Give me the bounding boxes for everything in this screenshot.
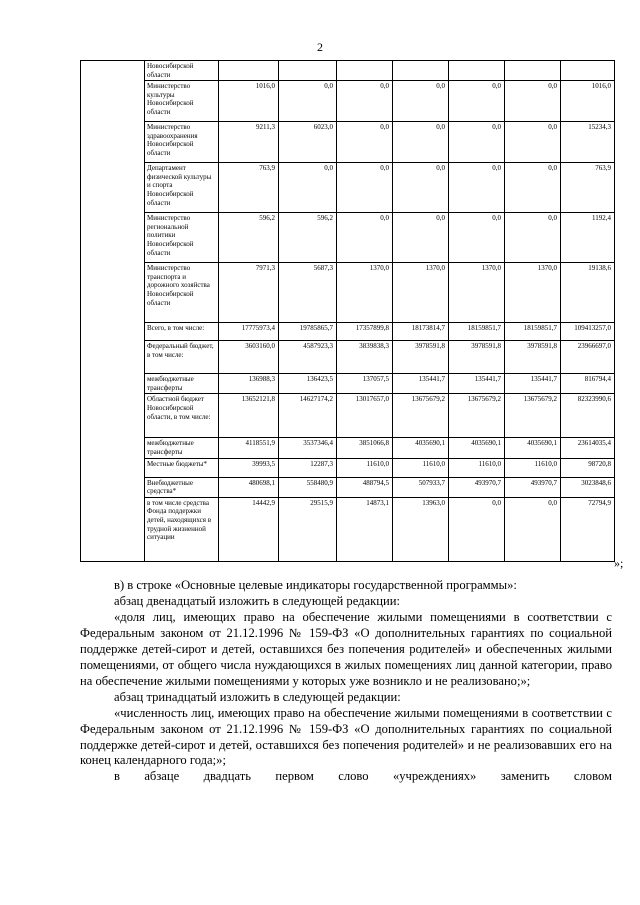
value-cell: 135441,7 — [393, 374, 449, 394]
value-cell: 3978591,8 — [505, 341, 561, 374]
value-cell: 14627174,2 — [279, 394, 337, 438]
value-cell: 15234,3 — [561, 122, 615, 163]
value-cell: 0,0 — [393, 122, 449, 163]
value-cell: 18159851,7 — [505, 323, 561, 341]
value-cell: 72794,9 — [561, 497, 615, 561]
value-cell: 1370,0 — [449, 263, 505, 323]
value-cell: 1370,0 — [337, 263, 393, 323]
value-cell: 0,0 — [505, 81, 561, 122]
value-cell — [337, 61, 393, 81]
value-cell: 13675679,2 — [505, 394, 561, 438]
value-cell: 11610,0 — [505, 458, 561, 477]
table-row — [81, 213, 615, 263]
value-cell: 763,9 — [561, 163, 615, 213]
row-label: межбюджетные трансферты — [145, 374, 219, 394]
value-cell: 13675679,2 — [393, 394, 449, 438]
value-cell: 136988,3 — [219, 374, 279, 394]
value-cell: 19785865,7 — [279, 323, 337, 341]
table-row — [81, 81, 615, 122]
value-cell: 0,0 — [449, 497, 505, 561]
value-cell: 0,0 — [337, 122, 393, 163]
value-cell: 29515,9 — [279, 497, 337, 561]
value-cell: 0,0 — [337, 81, 393, 122]
row-label: Новосибирской области — [145, 61, 219, 81]
value-cell: 13652121,8 — [219, 394, 279, 438]
value-cell: 1016,0 — [219, 81, 279, 122]
value-cell: 23966697,0 — [561, 341, 615, 374]
table-row — [81, 477, 615, 497]
value-cell: 14873,1 — [337, 497, 393, 561]
row-label: в том числе средства Фонда поддержки детей, находящихся в трудной жизненной ситуации — [145, 497, 219, 561]
paragraph-5: «численность лиц, имеющих право на обеспечение жилыми помещениями в соответствии с Федеральным законом от 21.12.1996 № 159-ФЗ «О дополнительных гарантиях по социальной поддержке детей-сирот и детей, оставшихся без попечения родителей» и не реализовавших его на конец календарного года;»; — [80, 705, 612, 768]
value-cell: 0,0 — [337, 163, 393, 213]
value-cell: 0,0 — [449, 213, 505, 263]
value-cell: 3023848,6 — [561, 477, 615, 497]
value-cell: 493970,7 — [505, 477, 561, 497]
value-cell: 4118551,9 — [219, 438, 279, 458]
row-label: Департамент физической культуры и спорта Новосибирской области — [145, 163, 219, 213]
value-cell: 13017657,0 — [337, 394, 393, 438]
value-cell: 0,0 — [279, 163, 337, 213]
value-cell — [219, 61, 279, 81]
row-label: Федеральный бюджет, в том числе: — [145, 341, 219, 374]
value-cell: 11610,0 — [449, 458, 505, 477]
value-cell: 0,0 — [393, 81, 449, 122]
value-cell: 0,0 — [279, 81, 337, 122]
row-label: Всего, в том числе: — [145, 323, 219, 341]
table-row — [81, 458, 615, 477]
value-cell — [279, 61, 337, 81]
row-label: Министерство здравоохранения Новосибирской области — [145, 122, 219, 163]
table-row — [81, 341, 615, 374]
value-cell: 3537346,4 — [279, 438, 337, 458]
value-cell: 1370,0 — [393, 263, 449, 323]
table-row — [81, 163, 615, 213]
paragraph-4: абзац тринадцатый изложить в следующей редакции: — [114, 689, 401, 704]
value-cell: 3839838,3 — [337, 341, 393, 374]
value-cell: 3603160,0 — [219, 341, 279, 374]
row-label: Министерство транспорта и дорожного хозяйства Новосибирской области — [145, 263, 219, 323]
row-label: межбюджетные трансферты — [145, 438, 219, 458]
value-cell: 0,0 — [505, 213, 561, 263]
value-cell: 816794,4 — [561, 374, 615, 394]
value-cell: 17775973,4 — [219, 323, 279, 341]
value-cell: 0,0 — [337, 213, 393, 263]
value-cell: 5687,3 — [279, 263, 337, 323]
row-label: Областной бюджет Новосибирской области, в том числе: — [145, 394, 219, 438]
table-row — [81, 263, 615, 323]
paragraph-1: в) в строке «Основные целевые индикаторы государственной программы»: — [114, 578, 517, 592]
value-cell: 493970,7 — [449, 477, 505, 497]
value-cell: 11610,0 — [337, 458, 393, 477]
value-cell: 9211,3 — [219, 122, 279, 163]
value-cell: 17357899,8 — [337, 323, 393, 341]
value-cell: 39993,5 — [219, 458, 279, 477]
value-cell: 596,2 — [279, 213, 337, 263]
row-label: Внебюджетные средства* — [145, 477, 219, 497]
value-cell: 13963,0 — [393, 497, 449, 561]
value-cell: 19138,6 — [561, 263, 615, 323]
paragraph-2: абзац двенадцатый изложить в следующей редакции: — [114, 593, 400, 608]
value-cell — [449, 61, 505, 81]
value-cell: 4035690,1 — [449, 438, 505, 458]
value-cell: 507933,7 — [393, 477, 449, 497]
value-cell: 1192,4 — [561, 213, 615, 263]
value-cell: 1370,0 — [505, 263, 561, 323]
document-body — [80, 578, 612, 785]
value-cell: 109413257,0 — [561, 323, 615, 341]
row-label: Местные бюджеты* — [145, 458, 219, 477]
value-cell: 14442,9 — [219, 497, 279, 561]
page-number: 2 — [317, 40, 323, 54]
blank-first-column — [81, 61, 145, 562]
value-cell: 0,0 — [505, 497, 561, 561]
paragraph-3: «доля лиц, имеющих право на обеспечение жилыми помещениями в соответствии с Федеральным законом от 21.12.1996 № 159-ФЗ «О дополнительных гарантиях по социальной поддержке детей-сирот и детей, оставшихся без попечения родителей» и обеспеченных жилыми помещениями, от общего числа нуждающихся в жилых помещениях лиц данной категории, право на обеспечение жилыми помещениями у которых уже возникло и не реализовано;»; — [80, 609, 612, 688]
value-cell: 0,0 — [449, 122, 505, 163]
value-cell: 0,0 — [505, 122, 561, 163]
value-cell: 11610,0 — [393, 458, 449, 477]
value-cell: 12287,3 — [279, 458, 337, 477]
value-cell: 7971,3 — [219, 263, 279, 323]
value-cell: 136423,5 — [279, 374, 337, 394]
value-cell: 0,0 — [393, 213, 449, 263]
value-cell: 1016,0 — [561, 81, 615, 122]
table-row — [81, 438, 615, 458]
value-cell: 3851066,8 — [337, 438, 393, 458]
value-cell: 4587923,3 — [279, 341, 337, 374]
value-cell: 135441,7 — [505, 374, 561, 394]
value-cell: 4035690,1 — [393, 438, 449, 458]
value-cell: 135441,7 — [449, 374, 505, 394]
value-cell: 0,0 — [505, 163, 561, 213]
paragraph-6: в абзаце двадцать первом слово «учреждениях» заменить словом — [114, 769, 612, 784]
value-cell: 480698,1 — [219, 477, 279, 497]
value-cell: 488794,5 — [337, 477, 393, 497]
row-label: Министерство культуры Новосибирской области — [145, 81, 219, 122]
value-cell: 18173814,7 — [393, 323, 449, 341]
value-cell: 18159851,7 — [449, 323, 505, 341]
value-cell: 6023,0 — [279, 122, 337, 163]
budget-table — [80, 60, 615, 562]
table-row — [81, 497, 615, 561]
table-row — [81, 394, 615, 438]
value-cell: 137057,5 — [337, 374, 393, 394]
table-row — [81, 122, 615, 163]
value-cell: 3978591,8 — [393, 341, 449, 374]
value-cell — [505, 61, 561, 81]
value-cell: 596,2 — [219, 213, 279, 263]
value-cell: 0,0 — [449, 81, 505, 122]
row-label: Министерство региональной политики Новосибирской области — [145, 213, 219, 263]
value-cell: 0,0 — [393, 163, 449, 213]
value-cell: 13675679,2 — [449, 394, 505, 438]
value-cell: 3978591,8 — [449, 341, 505, 374]
value-cell: 82323990,6 — [561, 394, 615, 438]
table-row — [81, 374, 615, 394]
value-cell: 98720,8 — [561, 458, 615, 477]
value-cell: 0,0 — [449, 163, 505, 213]
value-cell: 4035690,1 — [505, 438, 561, 458]
table-row — [81, 323, 615, 341]
value-cell: 558480,9 — [279, 477, 337, 497]
value-cell — [561, 61, 615, 81]
closing-quote: »; — [614, 556, 624, 570]
value-cell — [393, 61, 449, 81]
value-cell: 23614035,4 — [561, 438, 615, 458]
table-row — [81, 61, 615, 81]
value-cell: 763,9 — [219, 163, 279, 213]
